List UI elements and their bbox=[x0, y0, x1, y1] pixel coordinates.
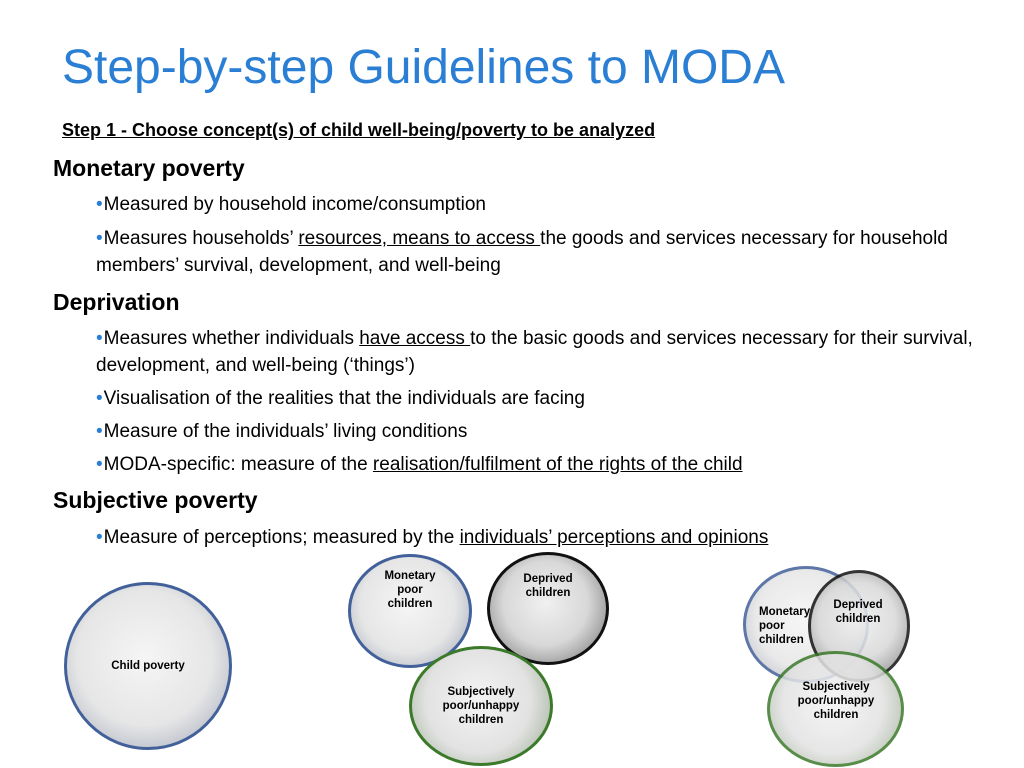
bullet-dot-icon: • bbox=[96, 421, 103, 442]
bullet-deprivation-2: •Visualisation of the realities that the individuals are facing bbox=[96, 388, 585, 409]
bullet-subjective-1: •Measure of perceptions; measured by the individuals’ perceptions and opinions bbox=[96, 527, 769, 548]
heading-monetary-poverty: Monetary poverty bbox=[53, 155, 245, 181]
bullet-dot-icon: • bbox=[96, 454, 103, 475]
circle-subjectively-poor bbox=[409, 646, 553, 766]
bullet-dot-icon: • bbox=[96, 194, 103, 215]
circle-label: Deprived children bbox=[523, 572, 573, 599]
bullet-dot-icon: • bbox=[96, 328, 103, 349]
overlap-label-monetary: Monetary poor children bbox=[759, 606, 811, 646]
bullet-dot-icon: • bbox=[96, 388, 103, 409]
circle-deprived bbox=[487, 552, 609, 665]
bullet-deprivation-1: •Measures whether individuals have access to the basic goods and services necessary for their survival, development, and well-being (‘things’) bbox=[96, 328, 973, 376]
circle-label: Child poverty bbox=[111, 660, 185, 672]
bullet-dot-icon: • bbox=[96, 228, 103, 249]
heading-deprivation: Deprivation bbox=[53, 289, 180, 315]
bullet-monetary-2: •Measures households’ resources, means to access the goods and services necessary for household members’ survival, development, and well-being bbox=[96, 228, 948, 276]
bullet-dot-icon: • bbox=[96, 527, 103, 548]
slide-title: Step-by-step Guidelines to MODA bbox=[62, 41, 785, 94]
circle-label: Subjectively poor/unhappy children bbox=[442, 686, 520, 726]
step-heading: Step 1 - Choose concept(s) of child well-being/poverty to be analyzed bbox=[62, 120, 656, 140]
bullet-monetary-1: •Measured by household income/consumption bbox=[96, 194, 486, 215]
heading-subjective-poverty: Subjective poverty bbox=[53, 487, 258, 513]
bullet-deprivation-4: •MODA-specific: measure of the realisation/fulfilment of the rights of the child bbox=[96, 454, 743, 475]
overlap-label-deprived: Deprived children bbox=[833, 599, 883, 625]
overlap-label-subjective: Subjectively poor/unhappy children bbox=[797, 681, 875, 721]
circle-label: Monetary poor children bbox=[384, 570, 436, 610]
circle-child-poverty bbox=[64, 582, 232, 750]
bullet-deprivation-3: •Measure of the individuals’ living conditions bbox=[96, 421, 468, 442]
